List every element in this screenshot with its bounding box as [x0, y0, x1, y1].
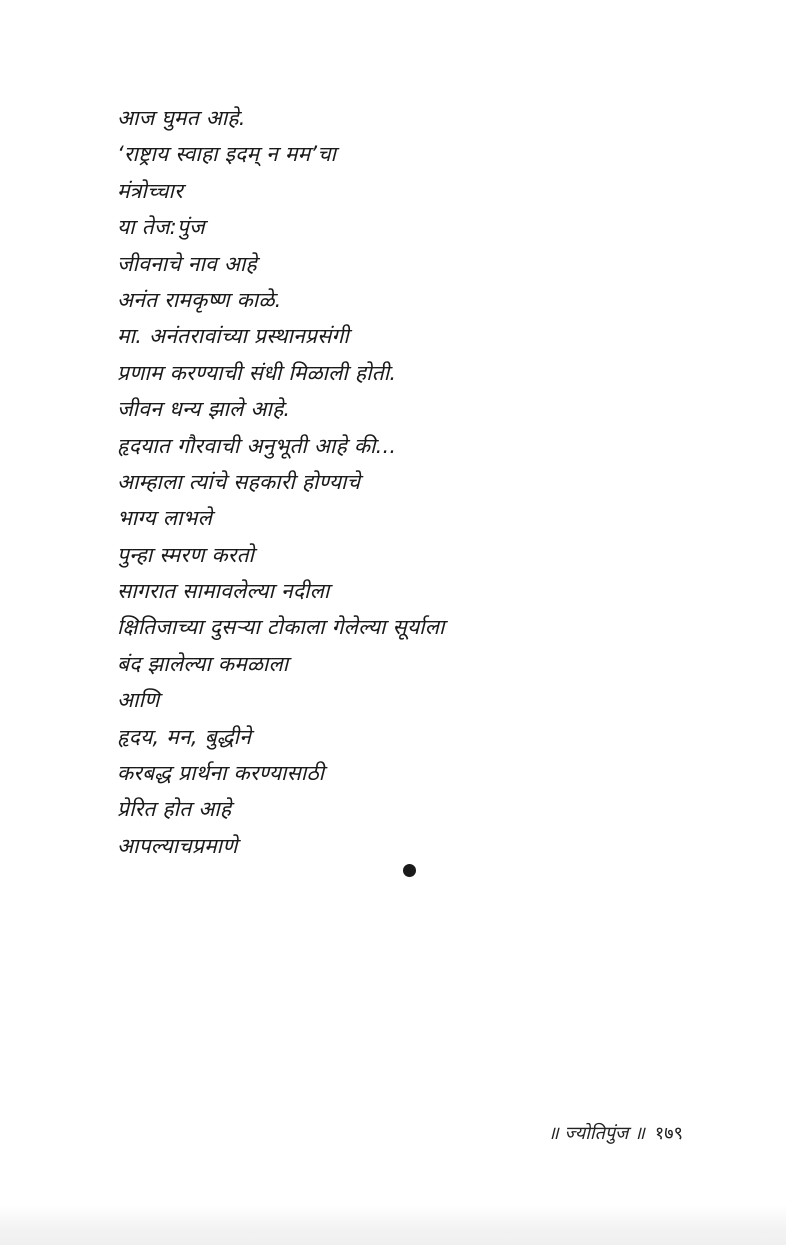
section-end-bullet-icon [403, 864, 416, 877]
poem-line: हृदयात गौरवाची अनुभूती आहे की... [117, 433, 397, 458]
poem-line: आणि [117, 688, 160, 713]
scan-edge-shadow [0, 1205, 786, 1245]
poem-line: हृदय, मन, बुद्धीने [117, 724, 252, 749]
poem-line: जीवन धन्य झाले आहे. [117, 397, 291, 422]
poem-line: सागरात सामावलेल्या नदीला [117, 579, 330, 604]
poem-line: करबद्ध प्रार्थना करण्यासाठी [117, 761, 325, 786]
poem-line: जीवनाचे नाव आहे [117, 251, 257, 276]
poem-line: मंत्रोच्चार [117, 178, 183, 203]
poem-line: अनंत रामकृष्ण काळे. [117, 287, 282, 312]
page-footer [548, 1121, 683, 1145]
poem-line: ‘राष्ट्राय स्वाहा इदम् न मम’चा [117, 142, 337, 167]
poem-line: पुन्हा स्मरण करतो [117, 542, 255, 567]
poem-line: प्रेरित होत आहे [117, 797, 232, 822]
page-number: १७९ [654, 1123, 684, 1144]
poem-line: बंद झालेल्या कमळाला [117, 651, 289, 676]
poem-line: आपल्याचप्रमाणे [117, 833, 238, 858]
poem-line: भाग्य लाभले [117, 506, 213, 531]
poem-line: मा. अनंतरावांच्या प्रस्थानप्रसंगी [117, 324, 349, 349]
poem-line: आज घुमत आहे. [117, 106, 246, 130]
poem-line: या तेज:पुंज [117, 215, 205, 240]
poem-line: आम्हाला त्यांचे सहकारी होण्याचे [117, 469, 361, 494]
running-title: ॥ ज्योतिपुंज ॥ [548, 1123, 645, 1144]
poem-body [117, 100, 677, 864]
poem-line: प्रणाम करण्याची संधी मिळाली होती. [117, 360, 397, 385]
poem-line: क्षितिजाच्या दुसऱ्या टोकाला गेलेल्या सूर्याला [117, 615, 445, 640]
